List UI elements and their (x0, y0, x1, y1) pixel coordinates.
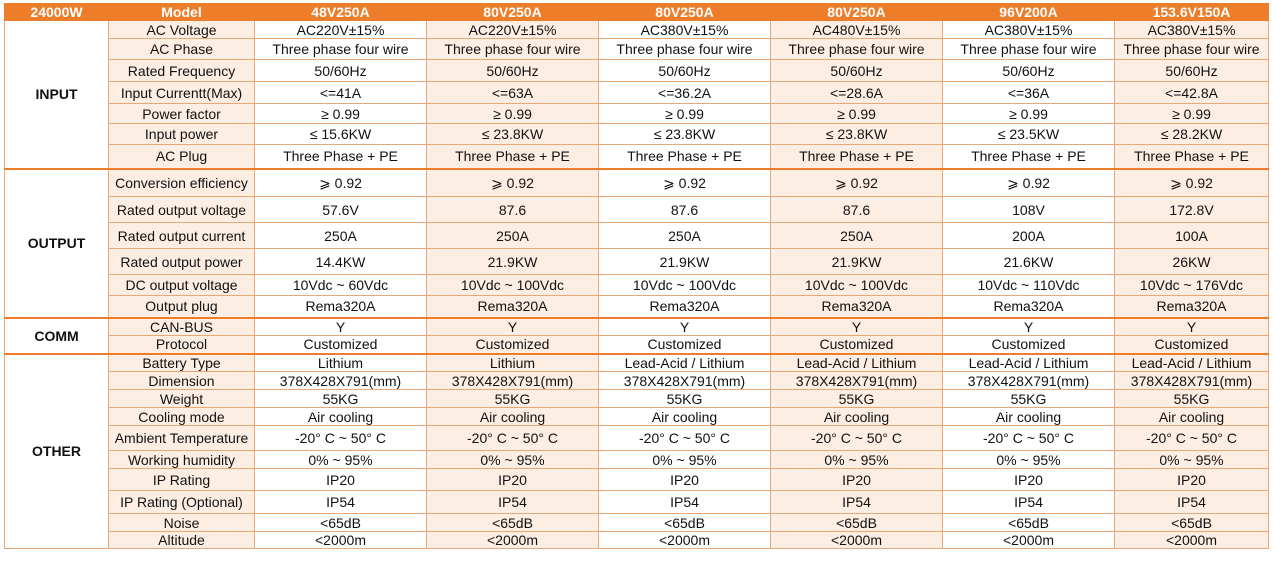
row-label: DC output voltage (109, 275, 255, 296)
cell-value: ⩾ 0.92 (427, 169, 599, 197)
cell-value: 250A (771, 223, 943, 249)
cell-value: ⩾ 0.92 (943, 169, 1115, 197)
cell-value: <65dB (599, 514, 771, 532)
spec-body (5, 21, 1269, 549)
cell-value: 21.9KW (771, 249, 943, 275)
cell-value: 378X428X791(mm) (427, 372, 599, 390)
cell-value: <=41A (255, 82, 427, 104)
cell-value: 87.6 (427, 197, 599, 223)
cell-value: AC220V±15% (427, 21, 599, 39)
cell-value: Y (1115, 318, 1269, 336)
row-label: IP Rating (Optional) (109, 491, 255, 514)
cell-value: 55KG (771, 390, 943, 408)
row-label: Dimension (109, 372, 255, 390)
cell-value: IP54 (1115, 491, 1269, 514)
row-label: Weight (109, 390, 255, 408)
cell-value: ≤ 23.8KW (771, 124, 943, 145)
table-row (5, 197, 1269, 223)
cell-value: IP54 (771, 491, 943, 514)
cell-value: IP20 (1115, 469, 1269, 491)
cell-value: <2000m (943, 532, 1115, 549)
cell-value: 0% ~ 95% (255, 451, 427, 469)
table-row (5, 21, 1269, 39)
cell-value: ≥ 0.99 (771, 104, 943, 124)
cell-value: ≥ 0.99 (599, 104, 771, 124)
cell-value: ⩾ 0.92 (771, 169, 943, 197)
cell-value: 10Vdc ~ 100Vdc (427, 275, 599, 296)
cell-value: Air cooling (255, 408, 427, 426)
cell-value: Y (255, 318, 427, 336)
header-model: Model (109, 4, 255, 21)
cell-value: Three phase four wire (1115, 39, 1269, 60)
cell-value: 55KG (599, 390, 771, 408)
cell-value: Air cooling (943, 408, 1115, 426)
cell-value: Rema320A (1115, 296, 1269, 318)
cell-value: 100A (1115, 223, 1269, 249)
cell-value: ≤ 23.5KW (943, 124, 1115, 145)
cell-value: 26KW (1115, 249, 1269, 275)
row-label: Input Currentt(Max) (109, 82, 255, 104)
cell-value: <65dB (1115, 514, 1269, 532)
cell-value: -20° C ~ 50° C (1115, 426, 1269, 451)
cell-value: <65dB (771, 514, 943, 532)
table-row (5, 514, 1269, 532)
cell-value: -20° C ~ 50° C (771, 426, 943, 451)
row-label: CAN-BUS (109, 318, 255, 336)
table-row (5, 169, 1269, 197)
table-row (5, 296, 1269, 318)
header-model-5: 96V200A (943, 4, 1115, 21)
cell-value: Customized (427, 336, 599, 354)
cell-value: ≥ 0.99 (1115, 104, 1269, 124)
cell-value: -20° C ~ 50° C (943, 426, 1115, 451)
row-label: Altitude (109, 532, 255, 549)
row-label: Protocol (109, 336, 255, 354)
cell-value: 87.6 (599, 197, 771, 223)
cell-value: Customized (1115, 336, 1269, 354)
cell-value: 50/60Hz (599, 60, 771, 82)
row-label: Rated Frequency (109, 60, 255, 82)
cell-value: 57.6V (255, 197, 427, 223)
cell-value: Rema320A (599, 296, 771, 318)
cell-value: Rema320A (427, 296, 599, 318)
cell-value: 55KG (255, 390, 427, 408)
cell-value: <2000m (599, 532, 771, 549)
row-label: Rated output current (109, 223, 255, 249)
cell-value: IP54 (255, 491, 427, 514)
cell-value: <65dB (427, 514, 599, 532)
table-row (5, 451, 1269, 469)
cell-value: AC380V±15% (943, 21, 1115, 39)
cell-value: IP20 (943, 469, 1115, 491)
cell-value: Customized (943, 336, 1115, 354)
table-row (5, 124, 1269, 145)
cell-value: Lithium (427, 354, 599, 372)
cell-value: IP20 (427, 469, 599, 491)
cell-value: 250A (427, 223, 599, 249)
table-row (5, 354, 1269, 372)
cell-value: 10Vdc ~ 176Vdc (1115, 275, 1269, 296)
cell-value: Rema320A (255, 296, 427, 318)
cell-value: IP20 (599, 469, 771, 491)
cell-value: ≤ 28.2KW (1115, 124, 1269, 145)
cell-value: <2000m (255, 532, 427, 549)
cell-value: Customized (771, 336, 943, 354)
cell-value: Three Phase + PE (255, 145, 427, 169)
cell-value: 50/60Hz (255, 60, 427, 82)
cell-value: 10Vdc ~ 110Vdc (943, 275, 1115, 296)
header-model-3: 80V250A (599, 4, 771, 21)
cell-value: Three phase four wire (427, 39, 599, 60)
header-model-1: 48V250A (255, 4, 427, 21)
cell-value: AC220V±15% (255, 21, 427, 39)
cell-value: ≥ 0.99 (255, 104, 427, 124)
header-model-4: 80V250A (771, 4, 943, 21)
row-label: Battery Type (109, 354, 255, 372)
cell-value: ⩾ 0.92 (255, 169, 427, 197)
cell-value: Three Phase + PE (427, 145, 599, 169)
cell-value: Air cooling (1115, 408, 1269, 426)
cell-value: Air cooling (771, 408, 943, 426)
group-label-other: OTHER (5, 354, 109, 549)
cell-value: Lead-Acid / Lithium (943, 354, 1115, 372)
cell-value: 50/60Hz (427, 60, 599, 82)
cell-value: ≤ 15.6KW (255, 124, 427, 145)
row-label: Power factor (109, 104, 255, 124)
cell-value: Lithium (255, 354, 427, 372)
cell-value: -20° C ~ 50° C (427, 426, 599, 451)
cell-value: AC380V±15% (599, 21, 771, 39)
cell-value: ≤ 23.8KW (599, 124, 771, 145)
row-label: Ambient Temperature (109, 426, 255, 451)
cell-value: 21.6KW (943, 249, 1115, 275)
cell-value: 378X428X791(mm) (255, 372, 427, 390)
row-label: Rated output voltage (109, 197, 255, 223)
group-label-output: OUTPUT (5, 169, 109, 318)
cell-value: Three phase four wire (599, 39, 771, 60)
cell-value: -20° C ~ 50° C (599, 426, 771, 451)
cell-value: Y (599, 318, 771, 336)
cell-value: 0% ~ 95% (943, 451, 1115, 469)
table-row (5, 426, 1269, 451)
cell-value: Y (771, 318, 943, 336)
cell-value: Air cooling (599, 408, 771, 426)
cell-value: 50/60Hz (1115, 60, 1269, 82)
cell-value: Three Phase + PE (943, 145, 1115, 169)
cell-value: 378X428X791(mm) (943, 372, 1115, 390)
cell-value: 55KG (943, 390, 1115, 408)
cell-value: <=28.6A (771, 82, 943, 104)
cell-value: Three phase four wire (943, 39, 1115, 60)
cell-value: 21.9KW (427, 249, 599, 275)
cell-value: Rema320A (943, 296, 1115, 318)
cell-value: 200A (943, 223, 1115, 249)
row-label: Rated output power (109, 249, 255, 275)
cell-value: ⩾ 0.92 (1115, 169, 1269, 197)
cell-value: ≤ 23.8KW (427, 124, 599, 145)
cell-value: 378X428X791(mm) (771, 372, 943, 390)
table-row (5, 318, 1269, 336)
cell-value: <65dB (255, 514, 427, 532)
group-label-input: INPUT (5, 21, 109, 169)
cell-value: 55KG (427, 390, 599, 408)
cell-value: Lead-Acid / Lithium (771, 354, 943, 372)
spec-table (4, 3, 1269, 549)
cell-value: <2000m (1115, 532, 1269, 549)
table-row (5, 532, 1269, 549)
cell-value: 10Vdc ~ 100Vdc (771, 275, 943, 296)
cell-value: Three phase four wire (771, 39, 943, 60)
cell-value: 108V (943, 197, 1115, 223)
cell-value: 378X428X791(mm) (599, 372, 771, 390)
table-row (5, 336, 1269, 354)
cell-value: <=36.2A (599, 82, 771, 104)
cell-value: ≥ 0.99 (943, 104, 1115, 124)
cell-value: Air cooling (427, 408, 599, 426)
cell-value: <=42.8A (1115, 82, 1269, 104)
table-row (5, 39, 1269, 60)
cell-value: 55KG (1115, 390, 1269, 408)
cell-value: 0% ~ 95% (599, 451, 771, 469)
cell-value: Rema320A (771, 296, 943, 318)
cell-value: 10Vdc ~ 60Vdc (255, 275, 427, 296)
cell-value: <=63A (427, 82, 599, 104)
table-row (5, 469, 1269, 491)
cell-value: IP54 (943, 491, 1115, 514)
cell-value: <=36A (943, 82, 1115, 104)
row-label: Conversion efficiency (109, 169, 255, 197)
cell-value: 0% ~ 95% (1115, 451, 1269, 469)
cell-value: 0% ~ 95% (427, 451, 599, 469)
cell-value: 250A (599, 223, 771, 249)
cell-value: Lead-Acid / Lithium (599, 354, 771, 372)
cell-value: <2000m (427, 532, 599, 549)
row-label: IP Rating (109, 469, 255, 491)
cell-value: 87.6 (771, 197, 943, 223)
cell-value: <65dB (943, 514, 1115, 532)
cell-value: 14.4KW (255, 249, 427, 275)
cell-value: Y (943, 318, 1115, 336)
header-power: 24000W (5, 4, 109, 21)
cell-value: Customized (599, 336, 771, 354)
header-model-6: 153.6V150A (1115, 4, 1269, 21)
table-row (5, 223, 1269, 249)
cell-value: 0% ~ 95% (771, 451, 943, 469)
cell-value: ≥ 0.99 (427, 104, 599, 124)
cell-value: 250A (255, 223, 427, 249)
table-row (5, 491, 1269, 514)
cell-value: IP20 (255, 469, 427, 491)
table-row (5, 372, 1269, 390)
cell-value: Three phase four wire (255, 39, 427, 60)
cell-value: 50/60Hz (771, 60, 943, 82)
cell-value: 378X428X791(mm) (1115, 372, 1269, 390)
group-label-comm: COMM (5, 318, 109, 354)
cell-value: ⩾ 0.92 (599, 169, 771, 197)
cell-value: Customized (255, 336, 427, 354)
cell-value: AC480V±15% (771, 21, 943, 39)
cell-value: IP20 (771, 469, 943, 491)
cell-value: Three Phase + PE (1115, 145, 1269, 169)
table-row (5, 390, 1269, 408)
table-row (5, 408, 1269, 426)
table-row (5, 275, 1269, 296)
cell-value: 10Vdc ~ 100Vdc (599, 275, 771, 296)
cell-value: Y (427, 318, 599, 336)
row-label: AC Voltage (109, 21, 255, 39)
cell-value: 21.9KW (599, 249, 771, 275)
cell-value: 50/60Hz (943, 60, 1115, 82)
row-label: AC Plug (109, 145, 255, 169)
cell-value: -20° C ~ 50° C (255, 426, 427, 451)
header-model-2: 80V250A (427, 4, 599, 21)
cell-value: 172.8V (1115, 197, 1269, 223)
cell-value: IP54 (599, 491, 771, 514)
row-label: Input power (109, 124, 255, 145)
header-row (5, 4, 1269, 21)
row-label: Noise (109, 514, 255, 532)
cell-value: AC380V±15% (1115, 21, 1269, 39)
cell-value: Three Phase + PE (599, 145, 771, 169)
cell-value: <2000m (771, 532, 943, 549)
cell-value: Lead-Acid / Lithium (1115, 354, 1269, 372)
table-row (5, 249, 1269, 275)
table-row (5, 82, 1269, 104)
row-label: AC Phase (109, 39, 255, 60)
row-label: Working humidity (109, 451, 255, 469)
row-label: Cooling mode (109, 408, 255, 426)
row-label: Output plug (109, 296, 255, 318)
table-row (5, 60, 1269, 82)
table-row (5, 104, 1269, 124)
cell-value: Three Phase + PE (771, 145, 943, 169)
table-row (5, 145, 1269, 169)
cell-value: IP54 (427, 491, 599, 514)
